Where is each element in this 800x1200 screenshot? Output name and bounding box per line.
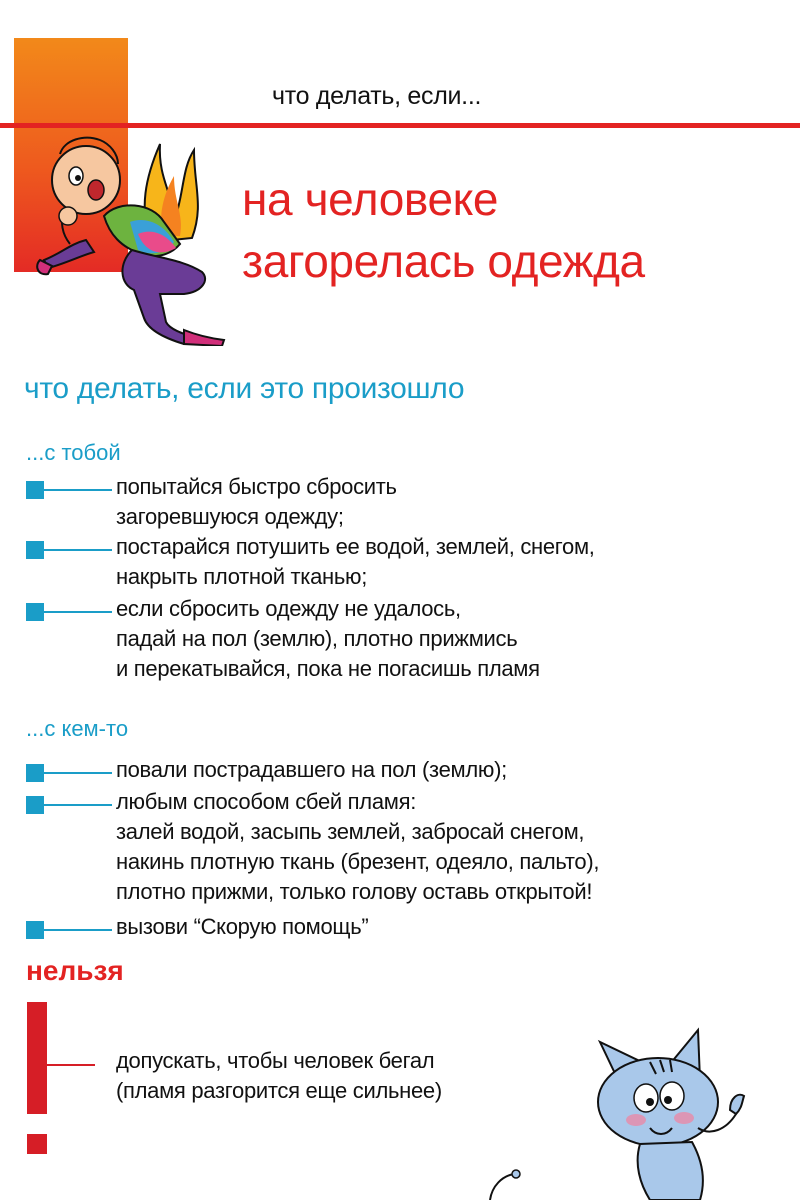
subheading-other: ...с кем-то xyxy=(26,716,129,741)
bullet-marker xyxy=(26,481,122,501)
mouse-tail-icon xyxy=(486,1168,526,1200)
bullet-marker xyxy=(26,796,122,816)
section-heading: что делать, если это произошло xyxy=(24,372,465,405)
list-item: повали пострадавшего на пол (землю); xyxy=(116,757,507,782)
bullet-marker xyxy=(26,921,122,941)
forbidden-heading: нельзя xyxy=(26,955,124,986)
subheading-self: ...с тобой xyxy=(26,440,121,465)
headline-line-2: загорелась одежда xyxy=(242,235,645,287)
list-item: вызови “Скорую помощь” xyxy=(116,914,369,939)
bullet-marker xyxy=(26,541,122,561)
bullet-marker xyxy=(26,764,122,784)
bullet-marker xyxy=(26,603,122,623)
cat-illustration xyxy=(580,1024,780,1200)
list-item: попытайся быстро сбросить загоревшуюся одежду; xyxy=(116,474,397,529)
burning-boy-illustration xyxy=(34,124,234,346)
header-title: что делать, если... xyxy=(272,82,482,110)
list-item: если сбросить одежду не удалось, падай на пол (землю), плотно прижмись и перекатывайся, пока не погасишь пламя xyxy=(116,596,540,681)
list-item: любым способом сбей пламя: залей водой, засыпь землей, забросай снегом, накинь плотную ткань (брезент, одеяло, пальто), плотно прижми, только голову оставь открытой! xyxy=(116,789,600,904)
list-item: постарайся потушить ее водой, землей, снегом, накрыть плотной тканью; xyxy=(116,534,595,589)
exclamation-dot xyxy=(27,1134,47,1154)
headline-line-1: на человеке xyxy=(242,173,499,225)
forbidden-item: допускать, чтобы человек бегал (пламя разгорится еще сильнее) xyxy=(116,1048,442,1103)
forbidden-pointer-line xyxy=(47,1064,95,1066)
exclamation-icon xyxy=(27,1002,47,1114)
